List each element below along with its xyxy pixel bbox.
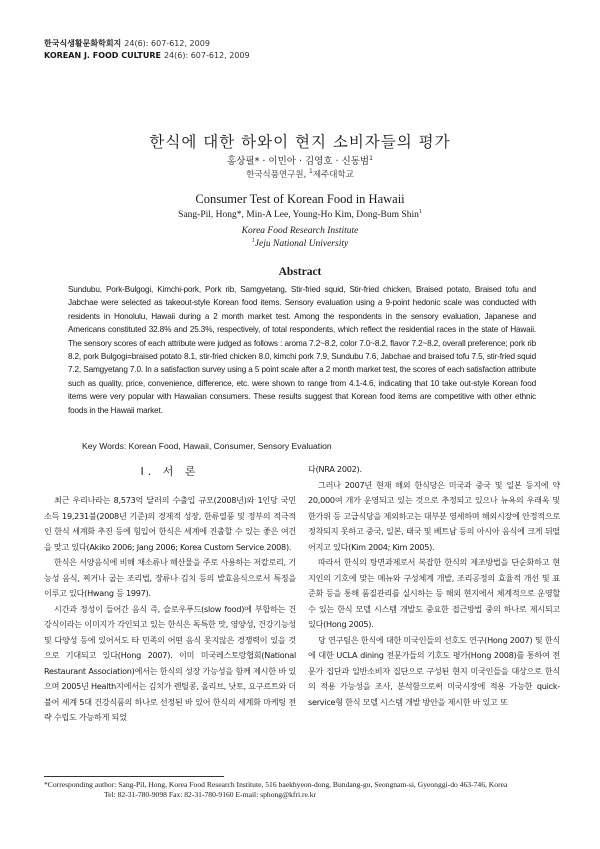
paragraph: 한식은 서양음식에 비해 채소류나 해산물을 주로 사용하는 저칼로리, 기능성 음식, 찌거나 굽는 조리법, 장류나 김치 등의 발효음식으로서 특징을 이루고 있다(Hwang 등 1997). (44, 557, 296, 598)
authors-korean (0, 153, 600, 167)
left-column (44, 462, 296, 726)
footnote-line-2: Tel: 82-31-780-9098 Fax: 82-31-780-9160 E-mail: sphong@kfri.re.kr (104, 790, 317, 799)
authors-korean-rest: · 이민아 · 김영호 · 신동범 (259, 156, 370, 167)
affiliation-korean-1: 한국식품연구원, (246, 170, 309, 180)
journal-name-korean: 한국식생활문화학회지 (44, 39, 122, 48)
paragraph: 최근 우리나라는 8,573억 달러의 수출입 규모(2008년)와 1인당 국민소득 19,231불(2008년 기준)의 경제적 성장, 한류열풍 및 정부의 적극적인 한식 세계화 추진 등에 힘입어 한식은 세계에 진출할 수 있는 좋은 여건을 맞고 있다(Akiko 2006; Jang 2006; Korea Custom Service 2008). (44, 495, 296, 552)
affiliation-korean-mark: 1 (309, 168, 313, 176)
affiliation-mark: 1 (369, 154, 373, 162)
paragraph: 시간과 정성이 들어간 음식 즉, 슬로우푸드(slow food)에 부합하는 건강식이라는 이미지가 각인되고 있는 한식은 독특한 맛, 영양성, 건강기능성 및 다양성 등에 있어서도 타 민족의 어떤 음식 못지않은 경쟁력이 있을 것으로 기대되고 있다(Hong 2007). 이미 미국레스토랑협회(National Restaurant Association)에서는 한식의 성장 가능성을 함께 제시한 바 있으며 2005년 Health지에서는 김치가 렌틸콩, 올리브, 낫토, 요구르트와 더불어 세계 5대 건강식품의 하나로 선정된 바 있어 한식의 세계화 마케팅 전략 수립도 가능하게 되었 (44, 603, 296, 722)
affiliation-english-2-text: Jeju National University (254, 239, 349, 249)
abstract-heading: Abstract (278, 266, 322, 278)
affiliation-english-2 (0, 239, 600, 249)
journal-line-korean (44, 38, 564, 50)
keywords-text: Korean Food, Hawaii, Consumer, Sensory Evaluation (126, 441, 332, 451)
affiliation-korean (0, 168, 600, 180)
author-korean-first: 홍상필 (227, 156, 255, 167)
abstract-body: Sundubu, Pork-Bulgogi, Kimchi-pork, Pork rib, Samgyetang, Stir-fried squid, Stir-fried chicken, Braised potato, Braised tofu and Jabchae were selected as takeout-style Korean food items. Sensory evaluation using a 9-point hedonic scale was conducted with residents in Honolulu, Hawaii during a 2 month market test. Among the respondents in the sensory evaluation, Japanese and Americans constituted 32.8% and 25.3%, respectively, of total respondents, which reflect the residential races in the state of Hawaii. The sensory scores of each attribute were judged as follows : aroma 7.2~8.2, color 7.0~8.2, flavor 7.2~8.2, overall preference; pork rib 8.2, pork Bulgogi=braised potato 8.1, stir-fried chicken 8.0, kimchi pork 7.9, Sundubu 7.6, Jabchae and braised tofu 7.5, stir-fried squid 7.2, Samgyetang 7.0. In a satisfaction survey using a 5 point scale after a 2 month market test, the scores of each satisfaction attribute such as quality, price, convenience, difference, etc. were shown to range from 4.1-4.6, indicating that 10 take out-style Korean food items were very popular with Hawaiian consumers. These results suggest that Korean food items are competitive with other ethnic foods in the Hawaii market. (68, 285, 536, 415)
affiliation-korean-2: 제주대학교 (312, 170, 354, 180)
keywords (82, 441, 542, 451)
title-korean: 한식에 대한 하와이 현지 소비자들의 평가 (149, 133, 451, 151)
journal-line-english (44, 50, 564, 62)
section-heading-introduction: I. 서 론 (140, 465, 200, 478)
corresponding-mark: * (254, 156, 260, 167)
keywords-label: Key Words: (82, 441, 127, 451)
authors-english-mark: 1 (418, 208, 422, 215)
authors-english-text: Sang-Pil, Hong*, Min-A Lee, Young-Ho Kim, Dong-Bum Shin (178, 210, 419, 220)
journal-volume-english: 24(6): 607-612, 2009 (163, 51, 250, 60)
affiliation-english-1: Korea Food Research Institute (241, 226, 359, 236)
journal-name-english: KOREAN J. FOOD CULTURE (44, 51, 161, 60)
paragraph: 당 연구팀은 한식에 대한 미국인들의 선호도 연구(Hong 2007) 및 한식에 대한 UCLA dining 전문가들의 기호도 평가(Hong 2008)를 통하여 전문가 집단과 일반소비자 집단으로 구성된 현지 미국인들을 대상으로 한식의 적용 가능성을 조사, 분석함으로써 미국시장에 적용 가능한 quick-service형 한식 모델 시스템 개발 방안을 제시한 바 있고 또 (308, 634, 560, 707)
authors-english (0, 210, 600, 220)
footnote (44, 780, 564, 800)
paragraph: 그러나 2007년 현재 해외 한식당은 미국과 중국 및 일본 등지에 약 20,000여 개가 운영되고 있는 것으로 추정되고 있으나 뉴욕의 우래옥 및 한가위 등 고급식당을 제외하고는 대부분 영세하며 해외시장에 안정적으로 정착되지 못하고 중국, 일본, 태국 및 베트남 등의 아시아 음식에 크게 뒤떨어지고 있다(Kim 2004; Kim 2005). (308, 479, 560, 552)
footnote-line-1: *Corresponding author: Sang-Pil, Hong, Korea Food Research Institute, 516 baekhyeon-dong, Bundang-gu, Seongnam-si, Gyeonggi-do 463-746, Korea (44, 780, 508, 789)
title-english: Consumer Test of Korean Food in Hawaii (195, 192, 405, 206)
paragraph: 따라서 한식의 탕면과제로서 복잡한 한식의 제조방법을 단순화하고 현지인의 기호에 맞는 메뉴와 구성체계 개발, 조리공정의 효율적 개선 및 표준화 등을 통해 품질관리를 실시하는 등 해외 현지에서 체계적으로 운영할 수 있는 한식 모델 시스템 개발도 중요한 접근방법 중의 하나로 제시되고 있다(Hong 2005). (308, 557, 560, 629)
paragraph: 다(NRA 2002). (308, 464, 362, 474)
affiliation-english-mark: 1 (251, 237, 255, 244)
right-column (308, 462, 560, 710)
journal-header (44, 38, 564, 62)
footnote-divider (44, 776, 224, 777)
journal-volume-korean: 24(6): 607-612, 2009 (124, 39, 210, 48)
